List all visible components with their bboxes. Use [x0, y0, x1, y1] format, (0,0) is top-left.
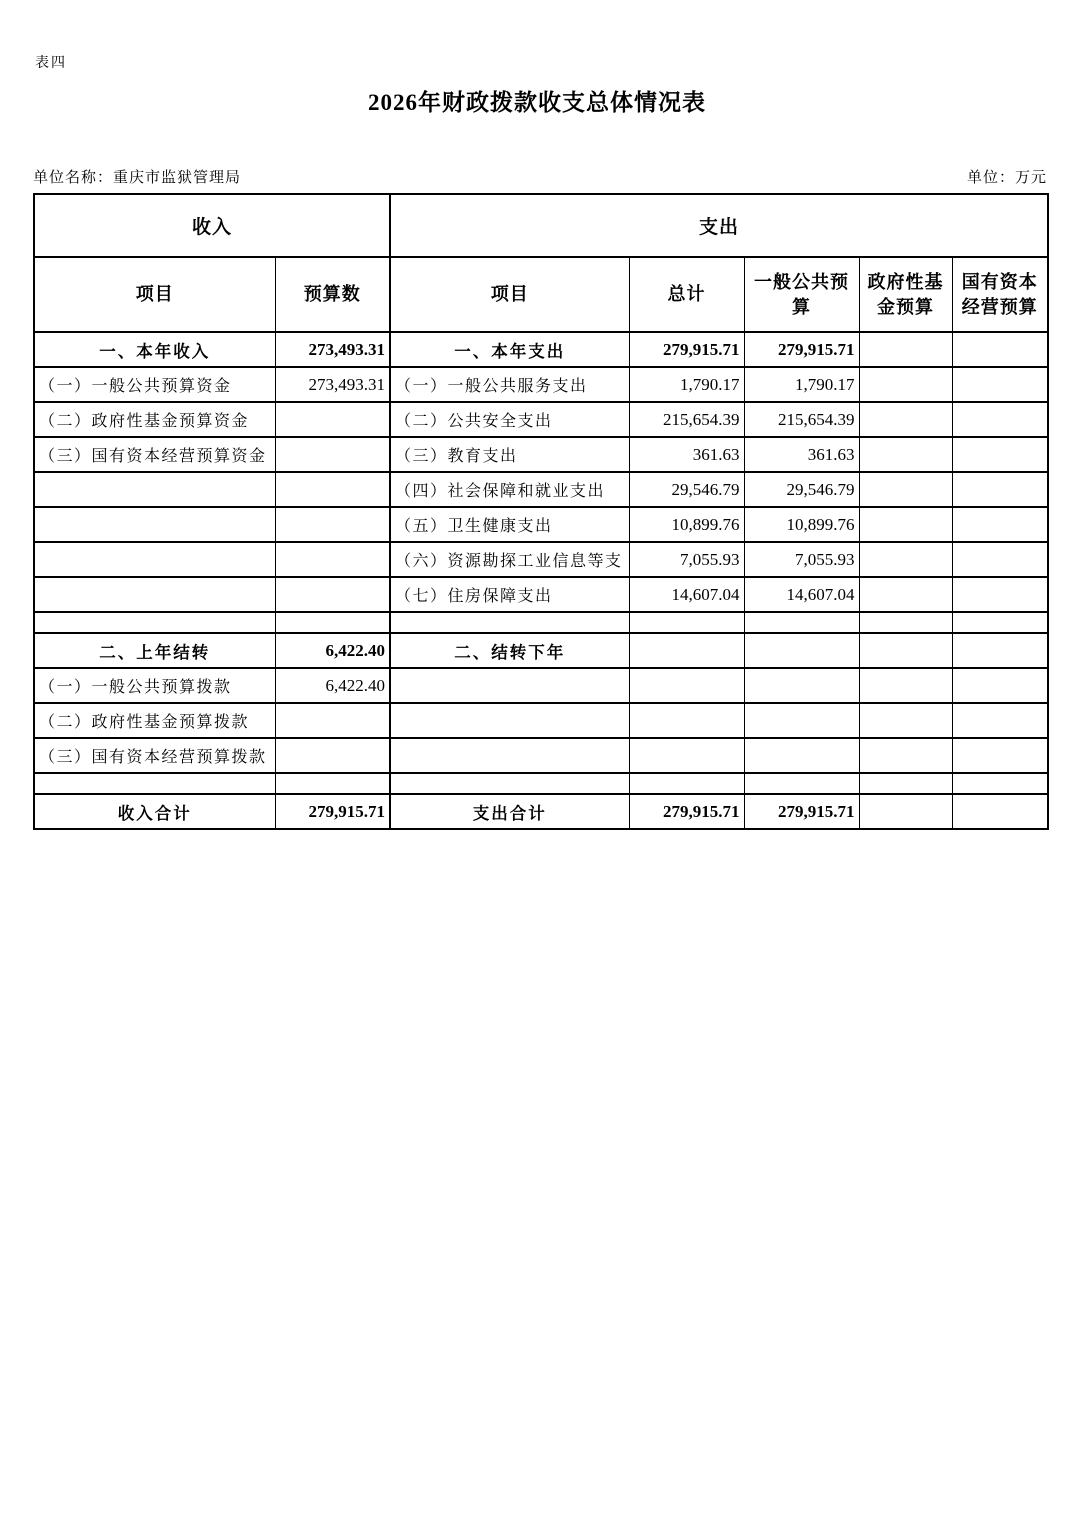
exp-total-cell: 1,790.17 [629, 367, 744, 402]
meta-row [33, 166, 1047, 187]
exp-state-capital-total-cell [952, 794, 1048, 829]
exp-state-capital-cell [952, 633, 1048, 668]
exp-gov-fund-cell [859, 577, 952, 612]
exp-item-cell: （一）一般公共服务支出 [390, 367, 629, 402]
exp-gov-fund-cell [859, 507, 952, 542]
exp-item-cell: 一、本年支出 [390, 332, 629, 367]
exp-gov-fund-cell [859, 542, 952, 577]
income-budget-cell [275, 612, 390, 633]
exp-total-cell: 279,915.71 [629, 332, 744, 367]
exp-gov-fund-cell [859, 332, 952, 367]
exp-state-capital-cell [952, 542, 1048, 577]
table-row [34, 703, 1048, 738]
income-budget-cell [275, 472, 390, 507]
exp-gov-fund-cell [859, 437, 952, 472]
income-total-label-cell: 收入合计 [34, 794, 275, 829]
exp-state-capital-cell [952, 402, 1048, 437]
exp-state-capital-cell [952, 703, 1048, 738]
exp-state-capital-cell [952, 472, 1048, 507]
header-exp-state-capital: 国有资本经营预算 [952, 257, 1048, 332]
unit-measure-label: 单位：万元 [966, 170, 1047, 186]
exp-gov-fund-total-cell [859, 794, 952, 829]
table-row [34, 542, 1048, 577]
exp-general-budget-cell [744, 612, 859, 633]
header-income-group: 收入 [34, 194, 390, 257]
exp-general-budget-cell: 215,654.39 [744, 402, 859, 437]
exp-item-cell: （三）教育支出 [390, 437, 629, 472]
exp-general-budget-cell [744, 773, 859, 794]
exp-gov-fund-cell [859, 633, 952, 668]
exp-item-cell [390, 703, 629, 738]
income-budget-cell [275, 542, 390, 577]
exp-total-cell [629, 633, 744, 668]
income-item-cell [34, 577, 275, 612]
exp-general-budget-cell: 10,899.76 [744, 507, 859, 542]
exp-item-cell [390, 738, 629, 773]
header-income-item: 项目 [34, 257, 275, 332]
income-budget-cell [275, 738, 390, 773]
exp-total-cell: 10,899.76 [629, 507, 744, 542]
income-item-cell [34, 612, 275, 633]
exp-item-cell [390, 612, 629, 633]
exp-state-capital-cell [952, 437, 1048, 472]
income-item-cell [34, 507, 275, 542]
income-item-cell: （二）政府性基金预算资金 [34, 402, 275, 437]
header-exp-item: 项目 [390, 257, 629, 332]
spacer-row [34, 612, 1048, 633]
exp-general-budget-cell [744, 633, 859, 668]
table-row [34, 472, 1048, 507]
unit-name-label: 单位名称：重庆市监狱管理局 [33, 170, 242, 186]
exp-gov-fund-cell [859, 773, 952, 794]
income-item-cell: 二、上年结转 [34, 633, 275, 668]
exp-gov-fund-cell [859, 738, 952, 773]
exp-general-budget-cell [744, 668, 859, 703]
income-item-cell [34, 773, 275, 794]
exp-gov-fund-cell [859, 402, 952, 437]
income-budget-cell [275, 703, 390, 738]
exp-item-cell [390, 773, 629, 794]
exp-total-value-cell: 279,915.71 [629, 794, 744, 829]
exp-total-cell: 361.63 [629, 437, 744, 472]
exp-total-cell [629, 738, 744, 773]
exp-item-cell: （五）卫生健康支出 [390, 507, 629, 542]
table-row [34, 402, 1048, 437]
header-exp-general-budget: 一般公共预算 [744, 257, 859, 332]
exp-item-cell: （七）住房保障支出 [390, 577, 629, 612]
exp-general-budget-cell: 7,055.93 [744, 542, 859, 577]
header-expenditure-group: 支出 [390, 194, 1048, 257]
exp-state-capital-cell [952, 367, 1048, 402]
income-item-cell: （三）国有资本经营预算拨款 [34, 738, 275, 773]
exp-general-budget-cell: 1,790.17 [744, 367, 859, 402]
table-row [34, 367, 1048, 402]
table-row [34, 577, 1048, 612]
table-row [34, 507, 1048, 542]
exp-state-capital-cell [952, 668, 1048, 703]
exp-total-cell [629, 612, 744, 633]
exp-item-cell: 二、结转下年 [390, 633, 629, 668]
income-item-cell: （二）政府性基金预算拨款 [34, 703, 275, 738]
header-income-budget: 预算数 [275, 257, 390, 332]
exp-gov-fund-cell [859, 668, 952, 703]
income-budget-cell [275, 773, 390, 794]
exp-item-cell: （四）社会保障和就业支出 [390, 472, 629, 507]
header-exp-total: 总计 [629, 257, 744, 332]
income-budget-cell [275, 577, 390, 612]
exp-item-cell: （二）公共安全支出 [390, 402, 629, 437]
exp-general-budget-cell: 29,546.79 [744, 472, 859, 507]
table-number-label: 表四 [35, 56, 67, 71]
table-row [34, 437, 1048, 472]
exp-general-budget-cell: 361.63 [744, 437, 859, 472]
income-item-cell: （三）国有资本经营预算资金 [34, 437, 275, 472]
budget-table [33, 193, 1049, 830]
page-title: 2026年财政拨款收支总体情况表 [368, 90, 706, 115]
exp-state-capital-cell [952, 332, 1048, 367]
table-row [34, 332, 1048, 367]
exp-total-cell [629, 668, 744, 703]
exp-gov-fund-cell [859, 612, 952, 633]
table-row [34, 668, 1048, 703]
income-item-cell [34, 472, 275, 507]
exp-general-budget-cell: 14,607.04 [744, 577, 859, 612]
exp-state-capital-cell [952, 612, 1048, 633]
exp-general-budget-cell [744, 703, 859, 738]
total-row [34, 794, 1048, 829]
income-item-cell: （一）一般公共预算资金 [34, 367, 275, 402]
exp-total-cell [629, 703, 744, 738]
exp-gov-fund-cell [859, 472, 952, 507]
exp-total-cell: 215,654.39 [629, 402, 744, 437]
exp-state-capital-cell [952, 577, 1048, 612]
table-row [34, 738, 1048, 773]
spacer-row [34, 773, 1048, 794]
table-row [34, 633, 1048, 668]
income-budget-cell [275, 402, 390, 437]
income-budget-cell: 6,422.40 [275, 633, 390, 668]
exp-gov-fund-cell [859, 367, 952, 402]
exp-total-cell [629, 773, 744, 794]
exp-gov-fund-cell [859, 703, 952, 738]
income-budget-cell [275, 437, 390, 472]
header-exp-gov-fund: 政府性基金预算 [859, 257, 952, 332]
income-item-cell [34, 542, 275, 577]
income-budget-cell: 273,493.31 [275, 367, 390, 402]
exp-total-cell: 7,055.93 [629, 542, 744, 577]
exp-state-capital-cell [952, 738, 1048, 773]
income-item-cell: 一、本年收入 [34, 332, 275, 367]
table-group-header-row [34, 194, 1048, 257]
income-budget-cell: 6,422.40 [275, 668, 390, 703]
table-column-header-row [34, 257, 1048, 332]
income-budget-cell: 273,493.31 [275, 332, 390, 367]
exp-item-cell [390, 668, 629, 703]
exp-state-capital-cell [952, 773, 1048, 794]
exp-total-label-cell: 支出合计 [390, 794, 629, 829]
exp-general-budget-cell [744, 738, 859, 773]
exp-state-capital-cell [952, 507, 1048, 542]
income-total-value-cell: 279,915.71 [275, 794, 390, 829]
income-budget-cell [275, 507, 390, 542]
exp-general-budget-cell: 279,915.71 [744, 332, 859, 367]
exp-total-cell: 14,607.04 [629, 577, 744, 612]
exp-total-cell: 29,546.79 [629, 472, 744, 507]
income-item-cell: （一）一般公共预算拨款 [34, 668, 275, 703]
exp-item-cell: （六）资源勘探工业信息等支 [390, 542, 629, 577]
exp-general-budget-total-cell: 279,915.71 [744, 794, 859, 829]
